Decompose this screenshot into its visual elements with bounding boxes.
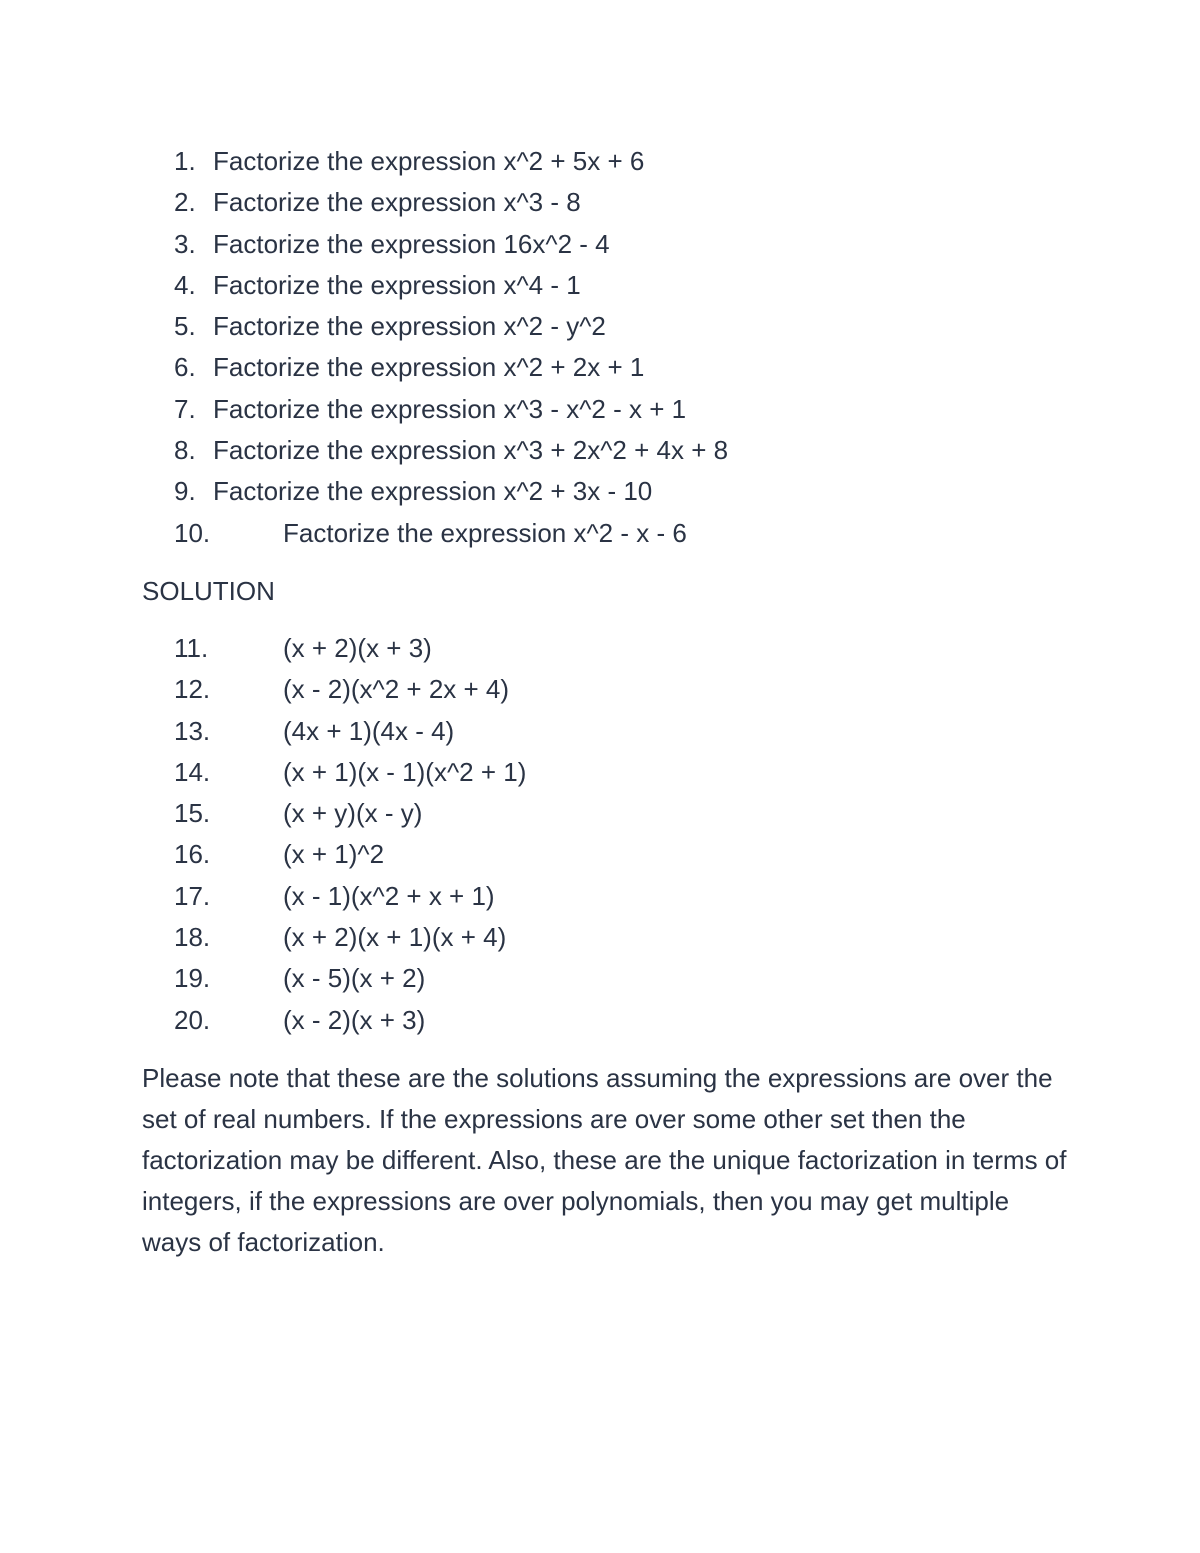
item-number: 4. [174, 269, 196, 300]
item-text: (x - 1)(x^2 + x + 1) [283, 880, 495, 911]
item-text: (x + y)(x - y) [283, 798, 423, 829]
list-item [174, 265, 1134, 306]
item-text: (x + 1)(x - 1)(x^2 + 1) [283, 756, 527, 787]
list-item [174, 141, 1134, 182]
item-text: (x + 1)^2 [283, 839, 385, 870]
list-item [174, 628, 1134, 669]
item-text: Factorize the expression x^2 - x - 6 [283, 517, 687, 548]
list-item [174, 917, 1134, 958]
list-item [174, 834, 1134, 875]
list-item [174, 306, 1134, 347]
item-number: 8. [174, 435, 196, 466]
list-item [174, 669, 1134, 710]
question-list [174, 141, 1134, 554]
item-text: Factorize the expression x^2 - y^2 [213, 311, 606, 342]
item-number: 10. [174, 517, 211, 548]
list-item [174, 711, 1134, 752]
list-item [174, 471, 1134, 512]
list-item [174, 430, 1134, 471]
item-number: 17. [174, 880, 211, 911]
item-number: 14. [174, 756, 211, 787]
item-text: Factorize the expression x^2 + 5x + 6 [213, 146, 645, 176]
item-number: 13. [174, 715, 211, 746]
item-text: Factorize the expression x^3 + 2x^2 + 4x + 8 [213, 435, 729, 466]
item-text: Factorize the expression x^2 + 2x + 1 [213, 352, 645, 383]
list-item [174, 793, 1134, 834]
list-item [174, 224, 1134, 265]
list-item [174, 513, 1134, 554]
list-item [174, 958, 1134, 999]
item-text: Factorize the expression x^3 - 8 [213, 187, 581, 218]
item-number: 15. [174, 798, 211, 829]
item-text: (x + 2)(x + 3) [283, 633, 432, 663]
item-number: 3. [174, 228, 196, 259]
list-item [174, 752, 1134, 793]
solution-heading: SOLUTION [142, 576, 275, 606]
item-number: 9. [174, 476, 196, 507]
solution-list [174, 628, 1134, 1041]
item-text: Factorize the expression 16x^2 - 4 [213, 228, 610, 259]
item-number: 2. [174, 187, 196, 218]
item-text: Factorize the expression x^4 - 1 [213, 269, 581, 300]
item-number: 1. [174, 146, 196, 176]
item-number: 7. [174, 393, 196, 424]
item-number: 18. [174, 922, 211, 953]
list-item [174, 389, 1134, 430]
item-number: 6. [174, 352, 196, 383]
list-item [174, 182, 1134, 223]
list-item [174, 347, 1134, 388]
item-text: (x - 2)(x + 3) [283, 1004, 426, 1035]
item-text: Factorize the expression x^2 + 3x - 10 [213, 476, 653, 507]
item-number: 16. [174, 839, 211, 870]
note-paragraph: Please note that these are the solutions assuming the expressions are over the set of real numbers. If the expressions are over some other set then the factorization may be different. Also, these are the unique factorization in terms of integers, if the expressions are over polynomials, then you may get multiple ways of factorization. [142, 1063, 1067, 1257]
item-text: (4x + 1)(4x - 4) [283, 715, 455, 746]
item-text: (x - 2)(x^2 + 2x + 4) [283, 674, 510, 705]
item-text: (x + 2)(x + 1)(x + 4) [283, 922, 507, 953]
item-text: (x - 5)(x + 2) [283, 963, 426, 994]
item-number: 12. [174, 674, 211, 705]
list-item [174, 1000, 1134, 1041]
list-item [174, 876, 1134, 917]
item-number: 5. [174, 311, 196, 342]
item-number: 20. [174, 1004, 211, 1035]
item-number: 19. [174, 963, 211, 994]
item-number: 11. [174, 633, 209, 663]
item-text: Factorize the expression x^3 - x^2 - x + 1 [213, 393, 687, 424]
